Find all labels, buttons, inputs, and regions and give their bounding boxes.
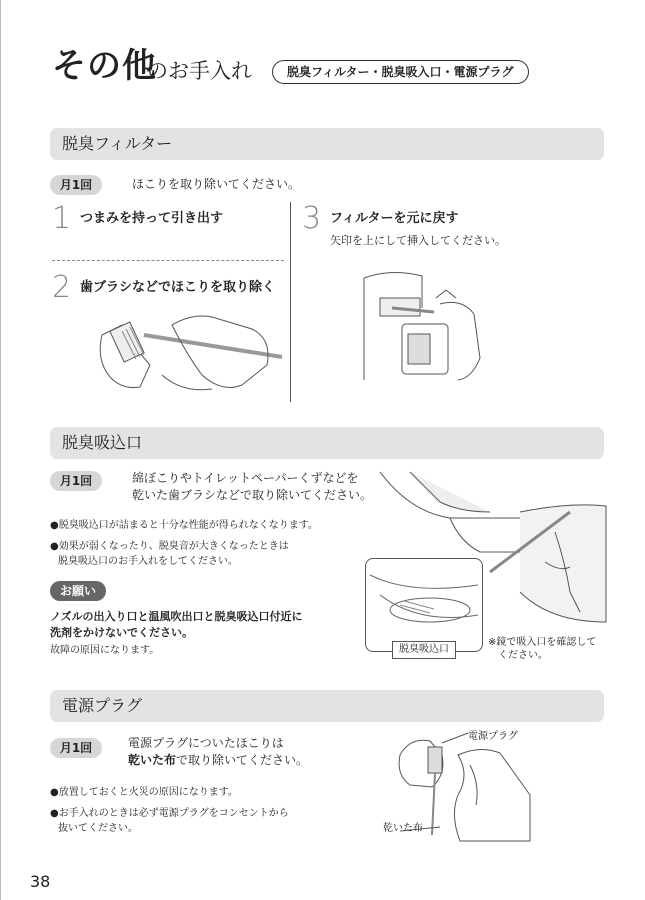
plug-bullet-2-line1: ●お手入れのときは必ず電源プラグをコンセントから [50,808,289,819]
step-1-number: 1 [52,201,72,236]
step-column-divider [290,202,291,402]
request-note: 故障の原因になります。 [50,645,160,656]
step-divider [52,260,284,261]
section-heading-filter-text: 脱臭フィルター [62,134,173,153]
plug-bullet-1: ●放置しておくと火災の原因になります。 [50,787,238,798]
page-edge-rule [0,0,1,900]
frequency-badge-filter: 月1回 [50,175,102,195]
page-number: 38 [30,872,51,891]
subtitle-pill: 脱臭フィルター・脱臭吸入口・電源プラグ [272,60,529,84]
step-3-number: 3 [302,201,322,236]
mirror-note-line2: ください。 [498,650,548,661]
inlet-instruction-line2: 乾いた歯ブラシなどで取り除いてください。 [132,488,373,502]
section-heading-inlet-text: 脱臭吸込口 [62,433,143,452]
request-badge: お願い [50,581,106,601]
inlet-inset-illustration [370,565,478,635]
inlet-bullet-2-line2: 脱臭吸込口のお手入れをしてください。 [58,556,238,567]
section-heading-inlet [50,427,604,459]
inlet-bullet-1: ●脱臭吸込口が詰まると十分な性能が得られなくなります。 [50,520,318,531]
plug-instruction-line1: 電源プラグについたほこりは [128,736,284,750]
inlet-instruction-line1: 綿ぼこりやトイレットペーパーくずなどを [132,471,359,485]
plug-instruction-bold: 乾いた布 [128,753,177,767]
step-2-number: 2 [52,270,72,305]
request-line-1: ノズルの出入り口と温風吹出口と脱臭吸込口付近に [50,610,303,623]
brush-filter-illustration [92,305,282,395]
page-title-sub: のお手入れ [147,59,252,83]
section-heading-plug [50,690,604,722]
section-heading-filter [50,128,604,160]
section-heading-plug-text: 電源プラグ [62,696,143,715]
step-3-text: フィルターを元に戻す [330,211,459,226]
inlet-bullet-2-line1: ●効果が弱くなったり、脱臭音が大きくなったときは [50,541,289,552]
inlet-inset-label: 脱臭吸込口 [392,641,456,659]
frequency-badge-plug: 月1回 [50,738,102,758]
frequency-badge-inlet: 月1回 [50,471,102,491]
mirror-note-line1: ※鏡で吸入口を確認して [488,637,597,648]
cloth-label: 乾いた布 [383,823,423,834]
page-title-main: その他 [52,46,157,86]
step-2-text: 歯ブラシなどでほこりを取り除く [80,280,276,295]
insert-filter-illustration [362,268,482,383]
plug-instruction-rest: で取り除いてください。 [176,753,309,767]
step-1-text: つまみを持って引き出す [80,211,224,226]
step-3-note: 矢印を上にして挿入してください。 [330,234,506,247]
filter-instruction: ほこりを取り除いてください。 [132,177,301,191]
plug-label: 電源プラグ [468,731,518,742]
plug-bullet-2-line2: 抜いてください。 [58,823,138,834]
request-line-2: 洗剤をかけないでください。 [50,626,193,639]
